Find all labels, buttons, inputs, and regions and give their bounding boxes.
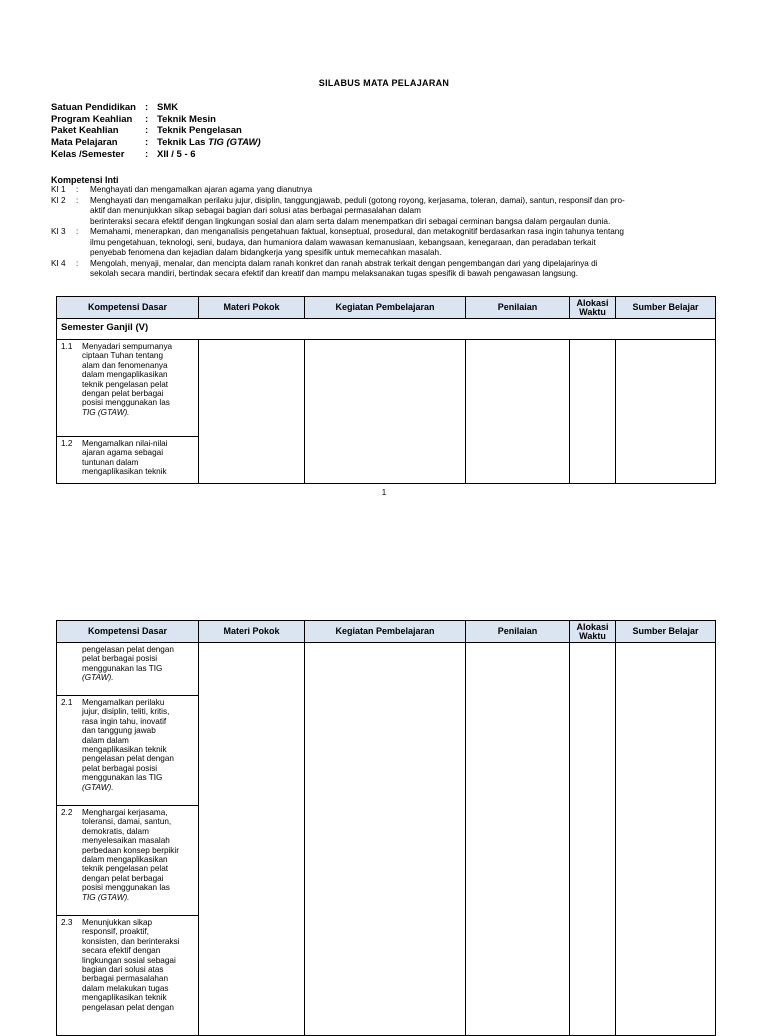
kd-line: tuntunan dalam — [82, 457, 139, 467]
sumber-cell — [616, 340, 716, 484]
kd-line: lingkungan sosial sebagai — [82, 955, 176, 965]
identity-row — [51, 137, 261, 149]
kd-line: secara efektif dengan — [82, 946, 161, 956]
ki-number: KI 4 — [51, 258, 66, 268]
kd-line: demokratis, dalam — [82, 826, 149, 836]
kd-line: dengan pelat berbagai — [82, 873, 164, 883]
ki-colon: : — [76, 227, 79, 236]
kd-text — [82, 918, 196, 1012]
kd-line-italic: (GTAW). — [82, 782, 114, 792]
kd-cell — [57, 643, 199, 696]
kd-line: dalam melakukan tugas — [82, 983, 169, 993]
identity-value — [157, 114, 216, 126]
kd-line: mengaplikasikan teknik — [82, 745, 167, 755]
ki-item — [51, 185, 692, 196]
ki-line: ilmu pengetahuan, teknologi, seni, budaya, dan humaniora dalam wawasan kemanusiaan, kebangsaan, kenegaraan, dan peradaban terkait — [90, 237, 596, 247]
identity-value — [157, 149, 196, 161]
ki-line: aktif dan menunjukkan sikap sebagai bagian dari solusi atas berbagai permasalahan dalam — [90, 206, 421, 215]
syllabus-table-page-2 — [56, 620, 716, 1036]
kd-line: Menunjukkan sikap — [82, 918, 153, 927]
ki-heading: Kompetensi Inti — [51, 175, 119, 185]
kd-number: 2.1 — [61, 698, 73, 707]
sumber-cell — [616, 643, 716, 1036]
kd-text — [82, 439, 196, 477]
kd-line: dalam dalam — [82, 735, 129, 745]
identity-block — [51, 102, 261, 161]
penilaian-cell — [466, 643, 570, 1036]
kd-line: Menghargai kerjasama, — [82, 808, 168, 817]
kd-line: pengelasan pelat dengan — [82, 1002, 174, 1012]
kd-text — [61, 645, 196, 683]
kd-line: responsif, proaktif, — [82, 927, 149, 937]
kd-item — [61, 645, 196, 683]
kd-cell — [57, 806, 199, 916]
materi-pokok-cell — [199, 340, 305, 484]
kd-item — [61, 808, 196, 902]
ki-item — [51, 227, 692, 259]
kd-line: ajaran agama sebagai — [82, 448, 164, 458]
kd-line: berbagai permasalahan — [82, 974, 169, 984]
kd-line: perbedaan konsep berpikir — [82, 845, 179, 855]
kd-item — [61, 342, 196, 417]
kd-line: bagian dari solusi atas — [82, 965, 164, 975]
kd-line-italic: TIG (GTAW). — [82, 407, 130, 417]
kd-text — [82, 808, 196, 902]
ki-line: Menghayati dan mengamalkan perilaku jujur, disiplin, tanggungjawab, peduli (gotong royong, kerjasama, toleran, damai), santun, responsif dan pro- — [90, 195, 625, 205]
identity-value-italic: TIG (GTAW) — [208, 137, 261, 149]
column-header: Kegiatan Pembelajaran — [305, 297, 466, 319]
identity-colon: : — [145, 137, 149, 149]
identity-value — [157, 102, 178, 114]
kd-line: Mengamalkan nilai-nilai — [82, 439, 168, 448]
identity-value-text: SMK — [157, 102, 179, 113]
identity-key: Kelas /Semester — [51, 148, 125, 160]
ki-line: Memahami, menerapkan, dan menganalisis pengetahuan faktual, konseptual, prosedural, dan metakognitif berdasarkan rasa ingin tahunya tentang — [90, 227, 624, 236]
ki-line: penyebab fenomena dan kejadian dalam bidangkerja yang spesifik untuk memecahkan masalah. — [90, 248, 442, 257]
identity-value-text: XII / 5 - 6 — [157, 148, 196, 160]
identity-colon: : — [145, 113, 149, 125]
kd-number: 2.3 — [61, 918, 73, 927]
column-header: Penilaian — [466, 297, 570, 319]
kd-line: mengaplikasikan teknik — [82, 467, 167, 477]
document-page-2 — [0, 520, 768, 1024]
identity-row — [51, 114, 261, 126]
document-title: SILABUS MATA PELAJARAN — [318, 78, 450, 88]
column-header: Penilaian — [466, 621, 570, 643]
ki-item — [51, 196, 692, 228]
identity-key: Mata Pelajaran — [51, 137, 118, 149]
kd-line: dalam mengaplikasikan — [82, 855, 168, 865]
ki-item — [51, 259, 692, 280]
identity-value-text: Teknik Pengelasan — [157, 125, 242, 137]
identity-colon: : — [145, 148, 149, 160]
column-header: Kompetensi Dasar — [57, 297, 199, 319]
kd-line: Mengamalkan perilaku — [82, 698, 165, 707]
column-header: Materi Pokok — [199, 297, 305, 319]
identity-value-text: Teknik Mesin — [157, 113, 216, 125]
ki-number: KI 3 — [51, 227, 66, 236]
kd-line: posisi menggunakan las — [82, 883, 170, 893]
kd-line: Menyadari sempurnanya — [82, 342, 173, 351]
kd-line: konsisten, dan berinteraksi — [82, 936, 180, 946]
ki-number: KI 2 — [51, 195, 66, 205]
column-header: Kompetensi Dasar — [57, 621, 199, 643]
kd-line: menggunakan las TIG — [82, 773, 163, 783]
identity-key: Paket Keahlian — [51, 125, 119, 137]
identity-colon: : — [145, 102, 149, 113]
alokasi-cell — [570, 340, 616, 484]
kd-cell — [57, 916, 199, 1036]
identity-row — [51, 125, 261, 137]
kd-line-italic: (GTAW). — [82, 673, 114, 683]
column-header: Materi Pokok — [199, 621, 305, 643]
table-header-row — [57, 297, 716, 319]
materi-pokok-cell — [199, 643, 305, 1036]
penilaian-cell — [466, 340, 570, 484]
identity-value — [157, 137, 261, 149]
identity-key: Program Keahlian — [51, 113, 133, 125]
ki-line: berinteraksi secara efektif dengan lingkungan sosial dan alam serta dalam menempatkan diri sebagai cerminan bangsa dalam pergaulan dunia. — [90, 216, 611, 226]
kd-text — [82, 698, 196, 792]
ki-number: KI 1 — [51, 185, 66, 194]
identity-row — [51, 149, 261, 161]
ki-text — [90, 196, 692, 228]
kd-cell — [57, 437, 199, 484]
ki-line: Menghayati dan mengamalkan ajaran agama yang dianutnya — [90, 185, 313, 194]
kd-line: pelat berbagai posisi — [82, 763, 158, 773]
kd-text — [82, 342, 196, 417]
kd-line: pelat berbagai posisi — [82, 654, 158, 664]
kd-line: dan tanggung jawab — [82, 726, 156, 736]
identity-colon: : — [145, 125, 149, 137]
kegiatan-cell — [305, 340, 466, 484]
kd-line: dalam mengaplikasikan — [82, 370, 168, 380]
identity-row — [51, 102, 261, 114]
column-header: Sumber Belajar — [616, 621, 716, 643]
column-header: Kegiatan Pembelajaran — [305, 621, 466, 643]
kd-line: mengaplikasikan teknik — [82, 993, 167, 1003]
ki-text — [90, 227, 692, 259]
kd-line: menggunakan las TIG — [82, 663, 163, 673]
kd-line: menyelesaikan masalah — [82, 836, 170, 846]
kd-line: toleransi, damai, santun, — [82, 817, 172, 827]
kd-line: posisi menggunakan las — [82, 398, 170, 408]
column-header: Alokasi Waktu — [570, 621, 616, 643]
ki-colon: : — [76, 185, 79, 194]
table-header-row — [57, 621, 716, 643]
kd-line: pengelasan pelat dengan — [82, 645, 174, 654]
kd-number: 2.2 — [61, 808, 73, 817]
kd-cell — [57, 696, 199, 806]
kd-line: teknik pengelasan pelat — [82, 864, 169, 874]
kd-line: teknik pengelasan pelat — [82, 379, 169, 389]
ki-text — [90, 185, 692, 196]
ki-list — [51, 185, 692, 280]
kegiatan-cell — [305, 643, 466, 1036]
ki-line: Mengolah, menyaji, menalar, dan mencipta dalam ranah konkret dan ranah abstrak terkait dengan pengembangan dari yang dipelajarinya di — [90, 258, 598, 268]
ki-text — [90, 259, 692, 280]
ki-colon: : — [76, 195, 79, 205]
kd-line: alam dan fenomenanya — [82, 360, 168, 370]
kd-line: dengan pelat berbagai — [82, 389, 164, 399]
ki-line: sekolah secara mandiri, bertindak secara efektif dan kreatif dan mampu melaksanakan tugas spesifik di bawah pengawasan langsung. — [90, 269, 578, 278]
column-header: Sumber Belajar — [616, 297, 716, 319]
identity-key: Satuan Pendidikan — [51, 102, 136, 113]
ki-colon: : — [76, 258, 79, 268]
alokasi-cell — [570, 643, 616, 1036]
kd-line: ciptaan Tuhan tentang — [82, 351, 164, 361]
page-number: 1 — [381, 488, 387, 497]
kd-item — [61, 698, 196, 792]
syllabus-table-page-1 — [56, 296, 716, 484]
kd-number: 1.2 — [61, 439, 73, 448]
kd-line-italic: TIG (GTAW). — [82, 892, 130, 902]
kd-line: jujur, disiplin, teliti, kritis, — [82, 707, 170, 717]
identity-value — [157, 125, 242, 137]
kd-item — [61, 439, 196, 477]
semester-label: Semester Ganjil (V) — [57, 319, 716, 340]
kd-cell — [57, 340, 199, 437]
kd-line: pengelasan pelat dengan — [82, 754, 174, 764]
kd-item — [61, 918, 196, 1012]
kd-line: rasa ingin tahu, inovatif — [82, 716, 167, 726]
column-header: Alokasi Waktu — [570, 297, 616, 319]
kd-number: 1.1 — [61, 342, 73, 351]
identity-value-text: Teknik Las — [157, 137, 209, 149]
